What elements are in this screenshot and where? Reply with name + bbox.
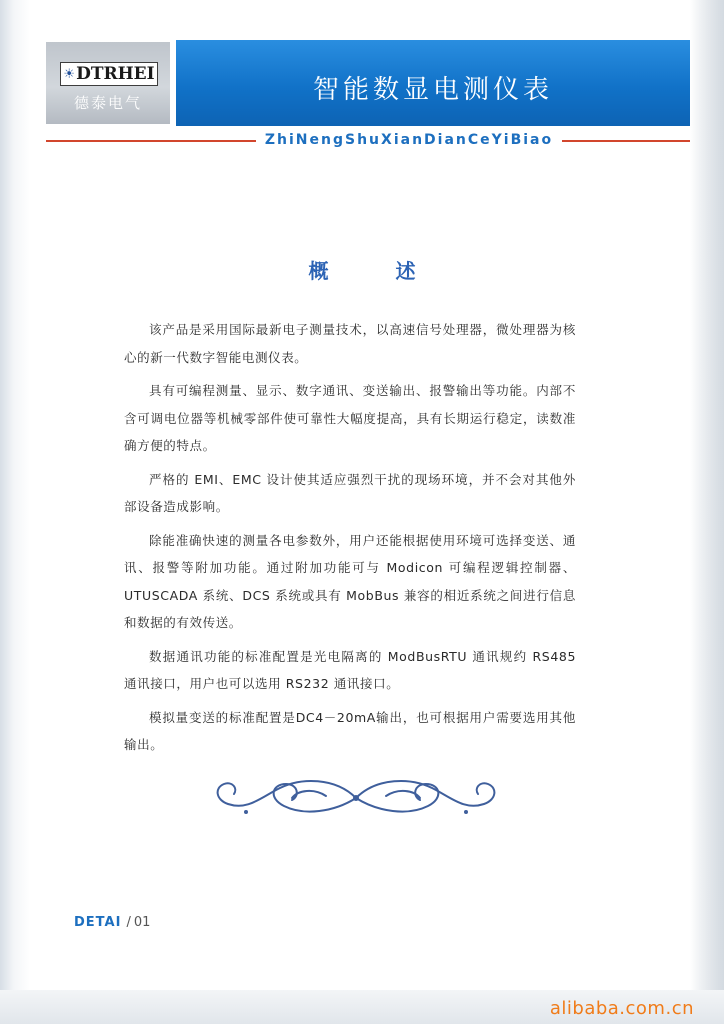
watermark: alibaba.com.cn	[549, 998, 694, 1019]
page-edge-shadow	[690, 0, 724, 990]
page-number: 01	[133, 915, 151, 930]
logo-text: DTRHEI	[76, 64, 155, 84]
company-logo	[46, 42, 170, 124]
logo-sun-icon: ☀	[63, 66, 76, 82]
paragraph-analog-output: 模拟量变送的标准配置是DC4－20mA输出，也可根据用户需要选用其他输出。	[124, 709, 576, 752]
pinyin-subtitle: ZhiNengShuXianDianCeYiBiao	[264, 132, 554, 148]
page-footer	[74, 915, 150, 930]
logo-chinese-name: 德泰电气	[73, 94, 142, 112]
page-title: 智能数显电测仪表	[312, 75, 553, 105]
paragraph-intro: 该产品是采用国际最新电子测量技术，以高速信号处理器，微处理器为核心的新一代数字智能电测仪表。	[124, 322, 576, 365]
paragraph-communication: 数据通讯功能的标准配置是光电隔离的 ModBusRTU 通讯规约 RS485 通讯接口，用户也可以选用 RS232 通讯接口。	[124, 648, 576, 691]
paragraph-features: 具有可编程测量、显示、数字通讯、变送输出、报警输出等功能。内部不含可调电位器等机械零部件使可靠性大幅度提高，具有长期运行稳定，读数准确方便的特点。	[124, 383, 576, 453]
paragraph-emc: 严格的 EMI、EMC 设计使其适应强烈干扰的现场环境，并不会对其他外部设备造成影响。	[124, 471, 576, 514]
section-heading: 概 述	[308, 259, 446, 283]
header-band	[176, 40, 690, 126]
logo-plate	[60, 62, 158, 86]
divider-left	[46, 140, 256, 142]
body-text	[124, 316, 576, 765]
footer-separator: /	[126, 915, 131, 930]
footer-brand: DETAI	[74, 915, 122, 930]
divider-right	[562, 140, 690, 142]
scroll-ornament-icon	[206, 768, 506, 824]
paragraph-options: 除能准确快速的测量各电参数外，用户还能根据使用环境可选择变送、通讯、报警等附加功能。通过附加功能可与 Modicon 可编程逻辑控制器、UTUSCADA 系统、DCS 系统或具有 MobBus 兼容的相近系统之间进行信息和数据的有效传送。	[124, 532, 576, 630]
